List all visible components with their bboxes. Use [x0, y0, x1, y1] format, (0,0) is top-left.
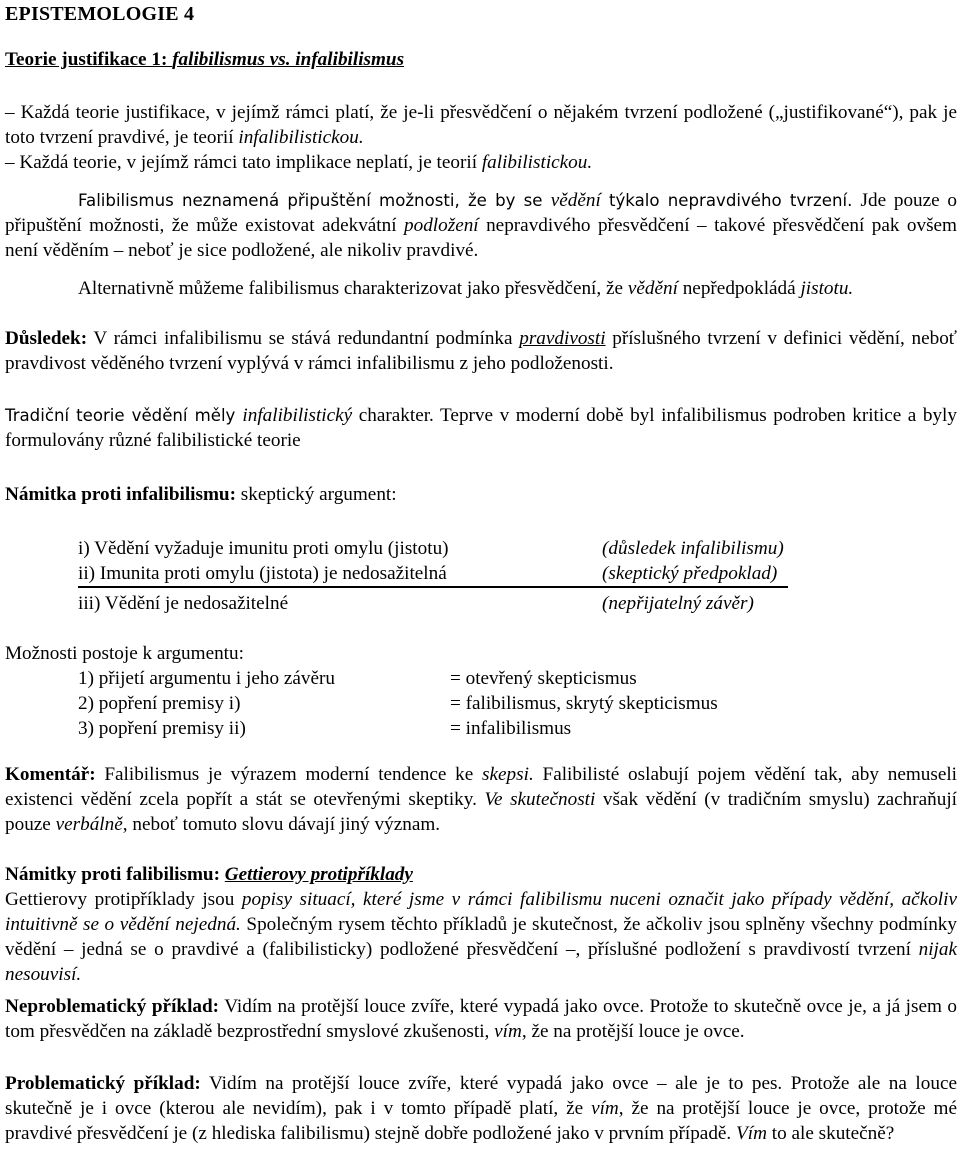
consequence-paragraph: Důsledek: V rámci infalibilismu se stává redundantní podmínka pravdivosti příslušného tvrzení v definici vědění, neboť pravdivost věděného tvrzení vyplývá v rámci infalibilismu z jeho podloženosti. — [5, 328, 957, 374]
conclusion: iii) Vědění je nedosažitelné — [78, 593, 289, 614]
section-heading — [5, 47, 957, 72]
objection-infallibilism: Námitka proti infalibilismu: skeptický argument: — [5, 484, 397, 505]
tradition-paragraph: Tradiční teorie vědění měly infalibilistický charakter. Teprve v moderní době byl infalibilismus podroben kritice a byly formulovány různé falibilistické teorie — [5, 405, 957, 451]
definition-infallibilism: – Každá teorie justifikace, v jejímž rámci platí, že je-li přesvědčení o nějakém tvrzení podložené („justifikované“), pak je toto tvrzení pravdivé, je teorií infalibilistickou. — [5, 102, 957, 148]
skeptical-argument — [5, 536, 957, 616]
options-heading: Možnosti postoje k argumentu: — [5, 643, 244, 664]
premise-2: ii) Imunita proti omylu (jistota) je nedosažitelná — [78, 563, 447, 584]
gettier-title: Gettierovy protipříklady — [224, 864, 413, 885]
section-heading-label: Teorie justifikace 1: — [5, 49, 173, 70]
fallibilism-alternative: Alternativně můžeme falibilismus charakterizovat jako přesvědčení, že vědění nepředpokládá jistotu. — [78, 278, 854, 299]
option-2-result: = falibilismus, skrytý skepticismus — [450, 693, 718, 714]
comment-label: Komentář: — [5, 764, 96, 785]
option-3-result: = infalibilismus — [450, 718, 572, 739]
argument-divider — [78, 586, 788, 588]
example-problematic-label: Problematický příklad: — [5, 1073, 201, 1094]
options-list — [5, 666, 957, 742]
option-1-result: = otevřený skepticismus — [450, 668, 637, 689]
section-heading-topic: falibilismus vs. infalibilismus — [172, 49, 405, 70]
example-unproblematic-label: Neproblematický příklad: — [5, 996, 220, 1017]
option-2: 2) popření premisy i) — [78, 693, 241, 714]
premise-2-note: (skeptický předpoklad) — [602, 563, 778, 584]
comment-paragraph: Komentář: Falibilismus je výrazem moderní tendence ke skepsi. Falibilisté oslabují pojem vědění tak, aby nemuseli existenci vědění zcela popřít a stát se otevřenými skeptiky. Ve skutečnosti však vědění (v tradičním smyslu) zachraňují pouze verbálně, neboť tomuto slovu dávají jiný význam. — [5, 764, 958, 835]
objection-fallibilism-label: Námitky proti falibilismu: — [5, 864, 225, 885]
option-3: 3) popření premisy ii) — [78, 718, 246, 739]
document-title: EPISTEMOLOGIE 4 — [5, 3, 195, 25]
premise-1: i) Vědění vyžaduje imunitu proti omylu (jistotu) — [78, 538, 449, 559]
option-1: 1) přijetí argumentu i jeho závěru — [78, 668, 335, 689]
objection-fallibilism: Námitky proti falibilismu: Gettierovy protipříklady Gettierovy protipříklady jsou popisy situací, které jsme v rámci falibilismu nuceni označit jako případy vědění, ačkoliv intuitivně se o vědění nejedná. Společným rysem těchto příkladů je skutečnost, že ačkoliv jsou splněny všechny podmínky vědění – jedná se o pravdivé a (falibilisticky) podložené přesvědčení –, příslušné podložení s pravdivostí tvrzení nijak nesouvisí. — [5, 864, 957, 985]
fallibilism-note: Falibilismus neznamená připuštění možnosti, že by se vědění týkalo nepravdivého tvrzení. Jde pouze o připuštění možnosti, že může existovat adekvátní podložení nepravdivého přesvědčení – takové přesvědčení pak ovšem není věděním – neboť je sice podložené, ale nikoliv pravdivé. — [5, 190, 957, 261]
objection-label: Námitka proti infalibilismu: — [5, 484, 236, 505]
consequence-label: Důsledek: — [5, 328, 88, 349]
term-infallibilist: infalibilistickou. — [238, 127, 364, 148]
example-problematic: Problematický příklad: Vidím na protější louce zvíře, které vypadá jako ovce – ale je to pes. Protože ale na louce skutečně je i ovce (kterou ale nevidím), pak i v tomto případě platí, že vím, že na protější louce je ovce, protože mé pravdivé přesvědčení je (z hlediska falibilismu) stejně dobře podložené jako v prvním případě. Vím to ale skutečně? — [5, 1073, 957, 1144]
definition-fallibilism: – Každá teorie, v jejímž rámci tato implikace neplatí, je teorií falibilistickou. — [5, 152, 593, 173]
premise-1-note: (důsledek infalibilismu) — [602, 538, 784, 559]
example-unproblematic: Neproblematický příklad: Vidím na protější louce zvíře, které vypadá jako ovce. Protože to skutečně ovce je, a já jsem o tom přesvědčen na základě bezprostřední smyslové zkušenosti, vím, že na protější louce je ovce. — [5, 996, 957, 1042]
conclusion-note: (nepřijatelný závěr) — [602, 593, 754, 614]
term-fallibilist: falibilistickou. — [481, 152, 593, 173]
